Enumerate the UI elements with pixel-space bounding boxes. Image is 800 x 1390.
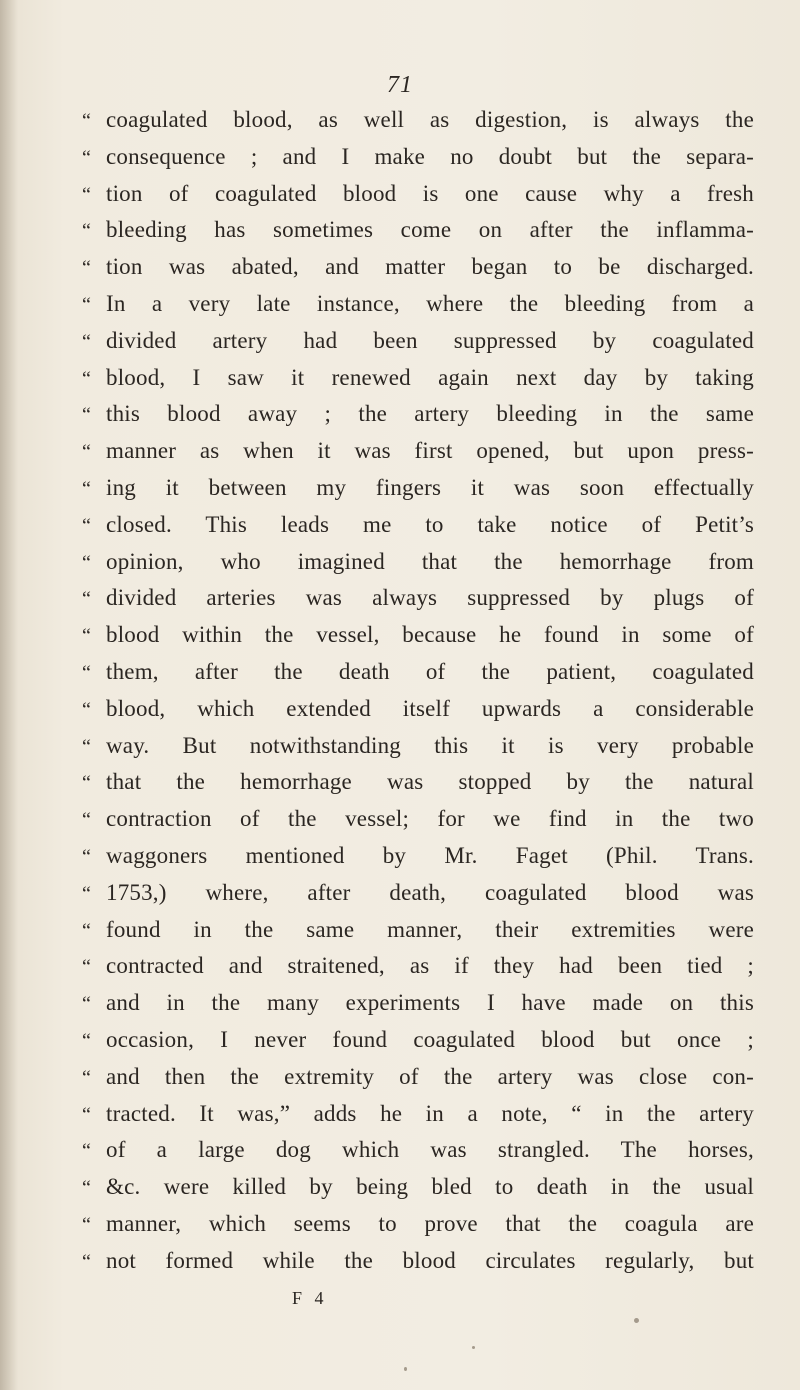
quote-mark: “ [82, 1066, 91, 1089]
text-line [82, 1096, 754, 1133]
line-text: &c. were killed by being bled to death in the usual [106, 1174, 754, 1200]
line-text: waggoners mentioned by Mr. Faget (Phil. Trans. [106, 842, 754, 868]
line-text: tracted. It was,” adds he in a note, “ in the artery [106, 1100, 754, 1126]
quote-mark: “ [82, 735, 91, 758]
text-line [82, 1022, 754, 1059]
text-line [82, 617, 754, 654]
text-line [82, 875, 754, 912]
line-text: divided arteries was always suppressed by plugs of [106, 585, 754, 611]
quote-mark: “ [82, 146, 91, 169]
line-text: In a very late instance, where the bleeding from a [106, 290, 754, 316]
quote-mark: “ [82, 956, 91, 979]
line-text: coagulated blood, as well as digestion, is always the [106, 107, 754, 132]
line-text: found in the same manner, their extremities were [106, 916, 754, 942]
text-line [82, 360, 754, 397]
text-line [82, 507, 754, 544]
quote-mark: “ [82, 625, 91, 648]
text-line [82, 654, 754, 691]
quote-mark: “ [82, 551, 91, 574]
line-text: them, after the death of the patient, coagulated [106, 658, 754, 684]
line-text: manner, which seems to prove that the coagula are [106, 1210, 754, 1236]
text-line [82, 1169, 754, 1206]
text-line [82, 433, 754, 470]
text-line [82, 580, 754, 617]
quote-mark: “ [82, 293, 91, 316]
quote-mark: “ [82, 1213, 91, 1236]
text-line [82, 286, 754, 323]
text-line [82, 728, 754, 765]
quote-mark: “ [82, 220, 91, 243]
body-text [82, 102, 754, 1280]
quote-mark: “ [82, 882, 91, 905]
text-line [82, 102, 754, 139]
text-line [82, 176, 754, 213]
line-text: 1753,) where, after death, coagulated blood was [106, 879, 754, 905]
text-line [82, 1206, 754, 1243]
text-line [82, 764, 754, 801]
line-text: and then the extremity of the artery was close con- [106, 1063, 754, 1089]
quote-mark: “ [82, 404, 91, 427]
signature-mark: F 4 [292, 1288, 328, 1308]
line-text: occasion, I never found coagulated blood but once ; [106, 1026, 754, 1052]
line-text: blood, which extended itself upwards a considerable [106, 695, 754, 721]
line-text: that the hemorrhage was stopped by the natural [106, 769, 754, 795]
text-line [82, 212, 754, 249]
text-line [82, 1243, 754, 1280]
line-text: this blood away ; the artery bleeding in the same [106, 401, 754, 427]
paper-speck [472, 1346, 475, 1349]
quote-mark: “ [82, 1103, 91, 1126]
text-line [82, 985, 754, 1022]
text-line [82, 1132, 754, 1169]
line-text: tion of coagulated blood is one cause why a fresh [106, 180, 754, 206]
quote-mark: “ [82, 1177, 91, 1200]
quote-mark: “ [82, 661, 91, 684]
line-text: ing it between my fingers it was soon effectually [106, 474, 754, 500]
spine-shadow [0, 0, 18, 1390]
quote-mark: “ [82, 919, 91, 942]
line-text: blood within the vessel, because he found in some of [106, 622, 754, 648]
quote-mark: “ [82, 367, 91, 390]
text-line [82, 838, 754, 875]
line-text: not formed while the blood circulates regularly, but [106, 1247, 754, 1273]
text-line [82, 249, 754, 286]
quote-mark: “ [82, 183, 91, 206]
quote-mark: “ [82, 330, 91, 353]
text-line [82, 691, 754, 728]
quote-mark: “ [82, 514, 91, 537]
quote-mark: “ [82, 809, 91, 832]
text-line [82, 912, 754, 949]
quote-mark: “ [82, 1250, 91, 1273]
text-line [82, 544, 754, 581]
paper-speck [404, 1367, 407, 1371]
quote-mark: “ [82, 477, 91, 500]
quote-mark: “ [82, 441, 91, 464]
line-text: closed. This leads me to take notice of Petit’s [106, 511, 754, 537]
text-line [82, 801, 754, 838]
quote-mark: “ [82, 110, 91, 132]
line-text: blood, I saw it renewed again next day by taking [106, 364, 754, 390]
quote-mark: “ [82, 1029, 91, 1052]
quote-mark: “ [82, 698, 91, 721]
text-line [82, 323, 754, 360]
text-line [82, 1059, 754, 1096]
paper-speck [634, 1318, 639, 1323]
text-line [82, 948, 754, 985]
quote-mark: “ [82, 257, 91, 280]
text-line [82, 470, 754, 507]
quote-mark: “ [82, 993, 91, 1016]
quote-mark: “ [82, 588, 91, 611]
line-text: divided artery had been suppressed by coagulated [106, 327, 754, 353]
line-text: opinion, who imagined that the hemorrhage from [106, 548, 754, 574]
line-text: contraction of the vessel; for we find in the two [106, 806, 754, 832]
line-text: way. But notwithstanding this it is very probable [106, 732, 754, 758]
page-number: 71 [387, 72, 413, 98]
quote-mark: “ [82, 772, 91, 795]
text-line [82, 139, 754, 176]
quote-mark: “ [82, 1140, 91, 1163]
text-line [82, 396, 754, 433]
quote-mark: “ [82, 845, 91, 868]
line-text: bleeding has sometimes come on after the inflamma- [106, 217, 754, 243]
line-text: manner as when it was first opened, but upon press- [106, 438, 754, 464]
line-text: tion was abated, and matter began to be discharged. [106, 254, 754, 280]
line-text: consequence ; and I make no doubt but the separa- [106, 143, 754, 169]
line-text: and in the many experiments I have made on this [106, 990, 754, 1016]
line-text: contracted and straitened, as if they had been tied ; [106, 953, 754, 979]
line-text: of a large dog which was strangled. The horses, [106, 1137, 754, 1163]
